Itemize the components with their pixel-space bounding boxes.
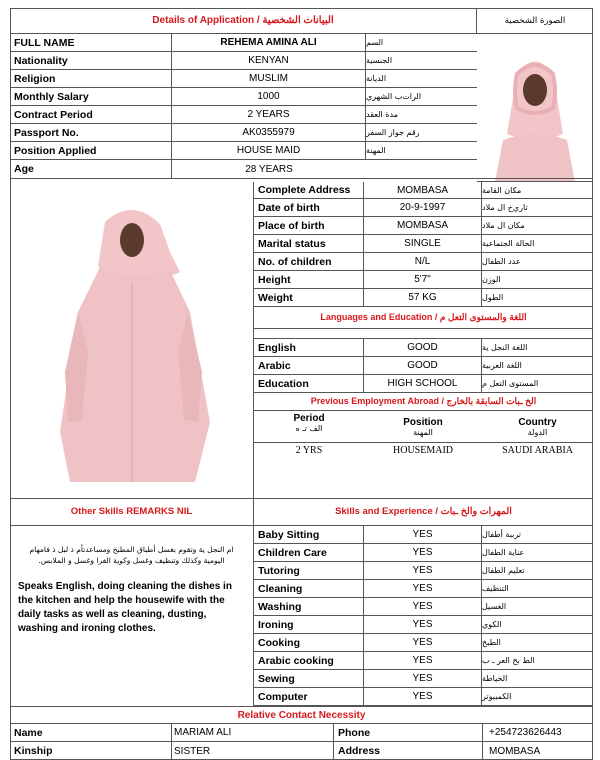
table-row bbox=[254, 544, 593, 562]
skill-value: YES bbox=[364, 580, 482, 597]
skill-value: YES bbox=[364, 544, 482, 561]
skill-value: YES bbox=[364, 688, 482, 705]
languages-title: Languages and Education / اللغة والمستوى التعل م bbox=[254, 307, 593, 329]
table-row bbox=[254, 598, 593, 616]
field-label: Monthly Salary bbox=[10, 88, 172, 105]
table-row bbox=[254, 182, 593, 199]
field-label: Passport No. bbox=[10, 124, 172, 141]
english-value: GOOD bbox=[364, 339, 482, 356]
remarks-english: Speaks English, doing cleaning the dishes in the kitchen and help the housewife with the daily tasks as well as cleaning, dusting, washing and ironing clothes. bbox=[18, 581, 232, 634]
table-row bbox=[254, 526, 593, 544]
skill-label: Sewing bbox=[254, 670, 364, 687]
pob-value: MOMBASA bbox=[364, 217, 482, 234]
field-label-ar: تار‌ي‌خ ال ملاد bbox=[482, 203, 528, 212]
table-row bbox=[10, 52, 477, 70]
field-label: Nationality bbox=[10, 52, 172, 69]
skill-label-ar: عناية الطفال bbox=[482, 548, 525, 557]
table-row bbox=[10, 724, 593, 742]
form-title: Details of Application / البيانات الشخصية bbox=[10, 8, 477, 34]
position-header: Position المهنة bbox=[403, 417, 443, 437]
contact-name-value: MARIAM ALI bbox=[172, 724, 334, 741]
skill-label-ar: الخياطة bbox=[482, 674, 508, 683]
contact-name-label: Name bbox=[10, 724, 172, 741]
table-row bbox=[10, 124, 477, 142]
skills-title: Skills and Experience / المهرات والخ ـبات bbox=[254, 498, 593, 526]
employment-header-row bbox=[254, 411, 593, 443]
contact-table bbox=[10, 724, 593, 760]
skills-table bbox=[254, 526, 593, 706]
field-label-ar: الطول bbox=[482, 293, 504, 302]
skill-label-ar: الغسيل bbox=[482, 602, 507, 611]
skill-label-ar: الط بخ العر ـ ب bbox=[482, 656, 535, 665]
dob-value: 20-9-1997 bbox=[364, 199, 482, 216]
field-label: No. of children bbox=[254, 253, 364, 270]
table-row bbox=[10, 70, 477, 88]
table-row bbox=[254, 580, 593, 598]
table-row bbox=[254, 616, 593, 634]
religion-value: MUSLIM bbox=[172, 70, 366, 87]
table-row bbox=[254, 271, 593, 289]
employment-row bbox=[254, 443, 593, 503]
period-value: 2 YRS bbox=[295, 445, 323, 456]
table-row bbox=[254, 217, 593, 235]
field-label: Height bbox=[254, 271, 364, 288]
marital-value: SINGLE bbox=[364, 235, 482, 252]
table-row bbox=[254, 375, 593, 393]
country-value: SAUDI ARABIA bbox=[502, 445, 573, 456]
skill-label: Children Care bbox=[254, 544, 364, 561]
table-row bbox=[10, 106, 477, 124]
table-row bbox=[10, 160, 593, 179]
full-body-photo bbox=[10, 182, 254, 498]
contact-phone-value: +254723626443 bbox=[489, 727, 562, 738]
field-label: Contract Period bbox=[10, 106, 172, 123]
field-label-ar: الجنسية bbox=[366, 56, 393, 65]
skill-label-ar: الكمبيوتر bbox=[482, 692, 512, 701]
spacer-row bbox=[254, 329, 593, 339]
field-label: Place of birth bbox=[254, 217, 364, 234]
field-label-ar: الحالة الجتماعية bbox=[482, 239, 535, 248]
arabic-value: GOOD bbox=[364, 357, 482, 374]
field-label-ar: الديانة bbox=[366, 74, 387, 83]
table-row bbox=[254, 339, 593, 357]
skill-value: YES bbox=[364, 616, 482, 633]
field-label-ar: رقم جواز السفر bbox=[366, 128, 420, 137]
skill-label: Cleaning bbox=[254, 580, 364, 597]
table-row bbox=[10, 742, 593, 760]
skill-value: YES bbox=[364, 652, 482, 669]
skill-label-ar: الطبخ bbox=[482, 638, 501, 647]
contact-address-value: MOMBASA bbox=[489, 745, 541, 757]
table-row bbox=[254, 357, 593, 375]
field-label: FULL NAME bbox=[10, 34, 172, 51]
table-row bbox=[254, 652, 593, 670]
skill-label-ar: الكوي bbox=[482, 620, 502, 629]
passport-value: AK0355979 bbox=[172, 124, 366, 141]
height-value: 5'7" bbox=[364, 271, 482, 288]
field-label-ar: الوزن bbox=[482, 275, 501, 284]
table-row bbox=[254, 634, 593, 652]
field-label: Date of birth bbox=[254, 199, 364, 216]
remarks-arabic: ام النجل ‌ية وتقوم بغسل أطباق المطبخ ومساعدتأم ذ لبل ذ فامهام اليومية وكذلك وتنظيف وغسل وكوية الفرا وغسل و الملابس. bbox=[29, 545, 234, 565]
skill-label: Ironing bbox=[254, 616, 364, 633]
field-label-ar: مدة العقد bbox=[366, 110, 398, 119]
field-label: Education bbox=[254, 375, 364, 392]
employment-title: Previous Employment Abroad / الخ ـبات السابقة بالخارج bbox=[254, 393, 593, 411]
skill-label-ar: ترببة أطفال bbox=[482, 530, 521, 539]
field-label: Age bbox=[10, 160, 172, 178]
skill-value: YES bbox=[364, 670, 482, 687]
remarks-title: Other Skills REMARKS NIL bbox=[10, 498, 254, 526]
skill-label-ar: التنظيف bbox=[482, 584, 509, 593]
table-row bbox=[254, 253, 593, 271]
field-label-ar: عدد الطفال bbox=[482, 257, 521, 266]
skill-label: Baby Sitting bbox=[254, 526, 364, 543]
position-value: HOUSE MAID bbox=[172, 142, 366, 159]
country-header: Country الدولة bbox=[518, 417, 557, 437]
skill-label: Cooking bbox=[254, 634, 364, 651]
personal-table bbox=[10, 34, 477, 179]
table-row bbox=[254, 688, 593, 706]
field-label-ar: المهنة bbox=[366, 146, 386, 155]
remarks-box bbox=[10, 526, 254, 706]
contact-kinship-value: SISTER bbox=[172, 742, 334, 760]
skill-label: Computer bbox=[254, 688, 364, 705]
children-value: N/L bbox=[364, 253, 482, 270]
contact-title: Relative Contact Necessity bbox=[10, 706, 593, 724]
skill-label-ar: تعليم الطفال bbox=[482, 566, 525, 575]
contact-address-label: Address bbox=[334, 742, 483, 760]
field-label-ar: الرات‌ب الشهري bbox=[366, 92, 422, 101]
table-row bbox=[254, 562, 593, 580]
field-label-ar: اللغة العربية bbox=[482, 361, 522, 370]
education-value: HIGH SCHOOL bbox=[364, 375, 482, 392]
table-row bbox=[10, 34, 477, 52]
skill-label: Arabic cooking bbox=[254, 652, 364, 669]
field-label: English bbox=[254, 339, 364, 356]
field-label-ar: مكان ال ملاد bbox=[482, 221, 525, 230]
salary-value: 1000 bbox=[172, 88, 366, 105]
field-label: Arabic bbox=[254, 357, 364, 374]
full-name-value: REHEMA AMINA ALI bbox=[172, 34, 366, 51]
field-label-ar: اللغة النجل ‌ية bbox=[482, 343, 528, 352]
skill-value: YES bbox=[364, 562, 482, 579]
skill-value: YES bbox=[364, 598, 482, 615]
field-label-ar: المستوى التعل م bbox=[482, 379, 539, 388]
table-row bbox=[254, 235, 593, 253]
weight-value: 57 KG bbox=[364, 289, 482, 306]
skill-value: YES bbox=[364, 526, 482, 543]
field-label: Marital status bbox=[254, 235, 364, 252]
table-row bbox=[254, 289, 593, 307]
skill-label: Washing bbox=[254, 598, 364, 615]
contact-phone-label: Phone bbox=[334, 724, 483, 741]
field-label: Religion bbox=[10, 70, 172, 87]
age-value: 28 YEARS bbox=[245, 163, 293, 175]
table-row bbox=[254, 670, 593, 688]
skill-value: YES bbox=[364, 634, 482, 651]
field-label: Position Applied bbox=[10, 142, 172, 159]
details-table bbox=[254, 182, 593, 503]
period-header: Period الف تـ ه bbox=[293, 413, 325, 433]
contact-kinship-label: Kinship bbox=[10, 742, 172, 760]
field-label-ar: السم bbox=[366, 38, 384, 47]
field-label: Complete Address bbox=[254, 182, 364, 198]
table-row bbox=[254, 199, 593, 217]
prev-position-value: HOUSEMAID bbox=[393, 445, 453, 456]
address-value: MOMBASA bbox=[364, 182, 482, 198]
field-label: Weight bbox=[254, 289, 364, 306]
contract-value: 2 YEARS bbox=[172, 106, 366, 123]
table-row bbox=[10, 88, 477, 106]
photo-label: الصورة الشخصية bbox=[477, 8, 593, 34]
nationality-value: KENYAN bbox=[172, 52, 366, 69]
table-row bbox=[10, 142, 477, 160]
skill-label: Tutoring bbox=[254, 562, 364, 579]
field-label-ar: مكان القامة bbox=[482, 185, 522, 195]
